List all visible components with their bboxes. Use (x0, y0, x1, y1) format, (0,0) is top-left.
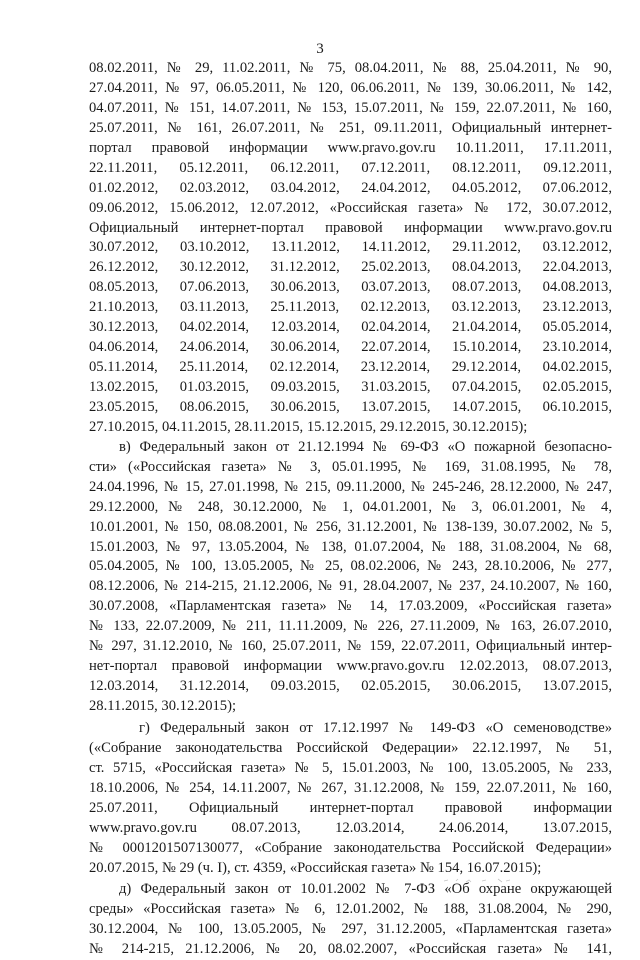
text-line: 30.07.2008, «Парламентская газета» № 14, 17.03.2009, «Российская газета» (89, 598, 612, 615)
text-line: 28.11.2015, 30.12.2015); (89, 698, 237, 714)
text-line: 20.07.2015, № 29 (ч. I), ст. 4359, «Российская газета» № 154, 16.07.2015); (89, 859, 542, 876)
text-line: 04.06.2014, 24.06.2014, 30.06.2014, 22.07.2014, 15.10.2014, 23.10.2014, (89, 339, 612, 356)
text-line: ст. 5715, «Российская газета» № 5, 15.01.2003, № 100, 13.05.2005, № 233, (89, 759, 612, 776)
text-line: 27.10.2015, 04.11.2015, 28.11.2015, 15.12.2015, 29.12.2015, 30.12.2015); (89, 418, 528, 435)
text-line: 05.11.2014, 25.11.2014, 02.12.2014, 23.12.2014, 29.12.2014, 04.02.2015, (89, 359, 612, 376)
text-line: 08.02.2011, № 29, 11.02.2011, № 75, 08.04.2011, № 88, 25.04.2011, № 90, (89, 60, 612, 76)
text-line: в) Федеральный закон от 21.12.1994 № 69-ФЗ «О пожарной безопасно- (119, 438, 612, 455)
text-line: 21.10.2013, 03.11.2013, 25.11.2013, 02.12.2013, 03.12.2013, 23.12.2013, (89, 299, 612, 316)
text-line: 25.07.2011, № 161, 26.07.2011, № 251, 09.11.2011, Официальный интернет- (89, 119, 612, 136)
text-line: 24.04.1996, № 15, 27.01.1998, № 215, 09.11.2000, № 245-246, 28.12.2000, № 247, (89, 478, 612, 495)
paragraph-d-environment-law (89, 880, 612, 960)
text-line: № 297, 31.12.2010, № 160, 25.07.2011, № 159, 22.07.2011, Официальный интер- (89, 638, 612, 655)
text-line: 15.01.2003, № 97, 13.05.2004, № 138, 01.07.2004, № 188, 31.08.2004, № 68, (89, 538, 612, 555)
text-line: д) Федеральный закон от 10.01.2002 № 7-ФЗ «Об охране окружающей (119, 881, 612, 898)
text-line: 01.02.2012, 02.03.2012, 03.04.2012, 24.04.2012, 04.05.2012, 07.06.2012, (89, 179, 612, 196)
text-line: 09.06.2012, 15.06.2012, 12.07.2012, «Российская газета» № 172, 30.07.2012, (89, 199, 612, 216)
text-line: («Собрание законодательства Российской Федерации» 22.12.1997, № 51, (89, 739, 612, 756)
text-line: № 214-215, 21.12.2006, № 20, 08.02.2007, «Российская газета» № 141, (89, 941, 612, 958)
text-line: № 0001201507130077, «Собрание законодательства Российской Федерации» (89, 839, 612, 856)
text-line: портал правовой информации www.pravo.gov.ru 10.11.2011, 17.11.2011, (89, 139, 612, 156)
text-line: нет-портал правовой информации www.pravo.gov.ru 12.02.2013, 08.07.2013, (89, 658, 612, 675)
text-line: 10.01.2001, № 150, 08.08.2001, № 256, 31.12.2001, № 138-139, 30.07.2002, № 5, (89, 518, 612, 535)
scan-artifact (442, 876, 512, 884)
text-line: среды» «Российская газета» № 6, 12.01.2002, № 188, 31.08.2004, № 290, (89, 901, 612, 918)
text-line: 26.12.2012, 30.12.2012, 31.12.2012, 25.02.2013, 08.04.2013, 22.04.2013, (89, 259, 612, 276)
text-line: 25.07.2011, Официальный интернет-портал правовой информации (89, 799, 612, 816)
text-line: 30.12.2013, 04.02.2014, 12.03.2014, 02.04.2014, 21.04.2014, 05.05.2014, (89, 319, 612, 336)
paragraph-g-seed-law (89, 719, 612, 879)
text-line: 12.03.2014, 31.12.2014, 09.03.2015, 02.05.2015, 30.06.2015, 13.07.2015, (89, 678, 612, 695)
paragraph-v-fire-safety-law (89, 438, 612, 717)
document-body (89, 59, 612, 960)
text-line: 04.07.2011, № 151, 14.07.2011, № 153, 15.07.2011, № 159, 22.07.2011, № 160, (89, 99, 612, 116)
paragraph-continuation (89, 59, 612, 438)
page-number: 3 (316, 41, 324, 57)
text-line: 27.04.2011, № 97, 06.05.2011, № 120, 06.06.2011, № 139, 30.06.2011, № 142, (89, 79, 612, 96)
text-line: сти» («Российская газета» № 3, 05.01.1995, № 169, 31.08.1995, № 78, (89, 458, 612, 475)
text-line: 29.12.2000, № 248, 30.12.2000, № 1, 04.01.2001, № 3, 06.01.2001, № 4, (89, 498, 612, 515)
text-line: www.pravo.gov.ru 08.07.2013, 12.03.2014, 24.06.2014, 13.07.2015, (89, 819, 612, 836)
text-line: № 133, 22.07.2009, № 211, 11.11.2009, № 226, 27.11.2009, № 163, 26.07.2010, (89, 618, 612, 635)
text-line: 05.04.2005, № 100, 13.05.2005, № 25, 08.02.2006, № 243, 28.10.2006, № 277, (89, 558, 612, 575)
text-line: 22.11.2011, 05.12.2011, 06.12.2011, 07.12.2011, 08.12.2011, 09.12.2011, (89, 159, 612, 176)
text-line: Официальный интернет-портал правовой информации www.pravo.gov.ru (89, 219, 612, 236)
text-line: 30.12.2004, № 100, 13.05.2005, № 297, 31.12.2005, «Парламентская газета» (89, 921, 612, 938)
text-line: 30.07.2012, 03.10.2012, 13.11.2012, 14.11.2012, 29.11.2012, 03.12.2012, (89, 239, 612, 256)
text-line: 13.02.2015, 01.03.2015, 09.03.2015, 31.03.2015, 07.04.2015, 02.05.2015, (89, 379, 612, 395)
text-line: 08.05.2013, 07.06.2013, 30.06.2013, 03.07.2013, 08.07.2013, 04.08.2013, (89, 279, 612, 296)
text-line: 18.10.2006, № 254, 14.11.2007, № 267, 31.12.2008, № 159, 22.07.2011, № 160, (89, 779, 612, 796)
text-line: г) Федеральный закон от 17.12.1997 № 149-ФЗ «О семеноводстве» (139, 719, 612, 736)
text-line: 08.12.2006, № 214-215, 21.12.2006, № 91, 28.04.2007, № 237, 24.10.2007, № 160, (89, 578, 612, 595)
text-line: 23.05.2015, 08.06.2015, 30.06.2015, 13.07.2015, 14.07.2015, 06.10.2015, (89, 398, 612, 415)
